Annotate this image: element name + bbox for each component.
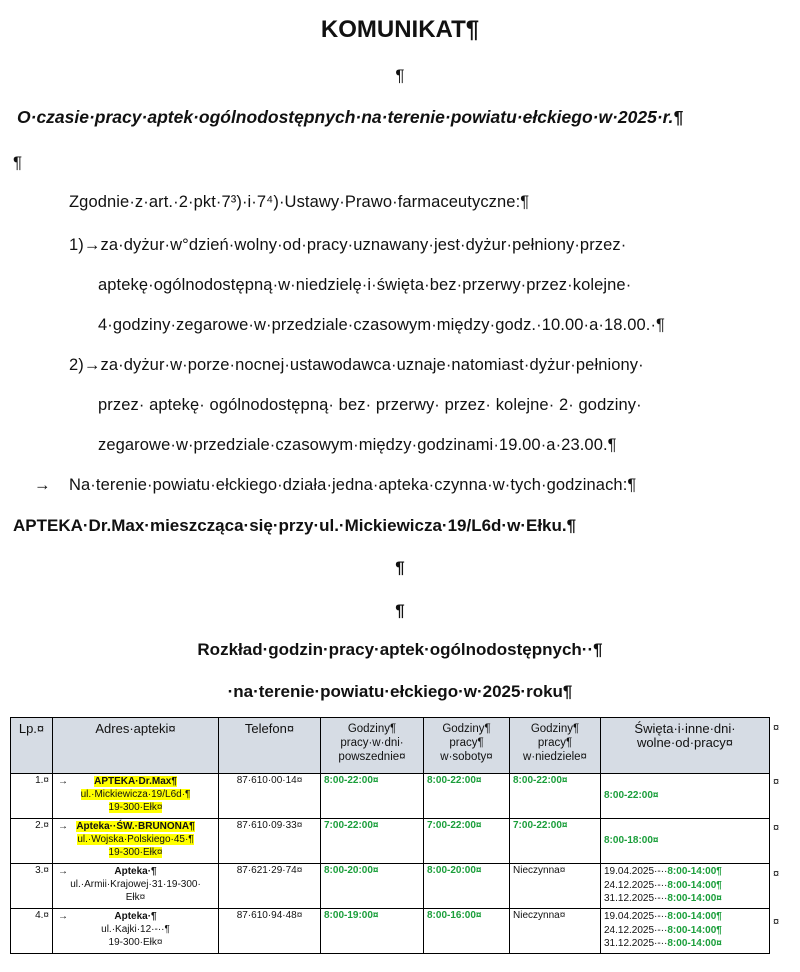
table-row bbox=[11, 819, 770, 864]
weekday-hours: 8:00-19:00¤ bbox=[321, 909, 424, 954]
end-of-row-mark: ¤ bbox=[773, 868, 780, 880]
header-lp: Lp.¤ bbox=[11, 718, 53, 774]
header-saturday: Godziny¶ pracy¶ w·soboty¤ bbox=[424, 718, 510, 774]
header-sunday: Godziny¶ pracy¶ w·niedziele¤ bbox=[510, 718, 601, 774]
sunday-hours: 7:00-22:00¤ bbox=[510, 819, 601, 864]
sunday-hours: Nieczynna¤ bbox=[510, 864, 601, 909]
pharmacy-schedule-table bbox=[10, 717, 770, 954]
sunday-hours: 8:00-22:00¤ bbox=[510, 774, 601, 819]
arrow-icon: → bbox=[34, 476, 51, 494]
pharmacy-address: → Apteka·¶ ul.·Armii·Krajowej·31·19-300· Ełk¤ bbox=[53, 864, 219, 909]
pharmacy-address: → Apteka·¶ ul.·Kajki·12·-··¶ 19-300·Ełk¤ bbox=[53, 909, 219, 954]
header-phone: Telefon¤ bbox=[219, 718, 321, 774]
pharmacy-phone: 87·610·94·48¤ bbox=[219, 909, 321, 954]
row-number: 1.¤ bbox=[11, 774, 53, 819]
table-row bbox=[11, 864, 770, 909]
empty-paragraph-mark: ¶ bbox=[395, 601, 405, 620]
header-weekdays: Godziny¶ pracy·w·dni· powszednie¤ bbox=[321, 718, 424, 774]
weekday-hours: 8:00-20:00¤ bbox=[321, 864, 424, 909]
pharmacy-address: → APTEKA·Dr.Max¶ ul.·Mickiewicza·19/L6d·¶ 19-300·Ełk¤ bbox=[53, 774, 219, 819]
holiday-hours: 8:00-22:00¤ bbox=[601, 774, 770, 819]
saturday-hours: 8:00-20:00¤ bbox=[424, 864, 510, 909]
saturday-hours: 7:00-22:00¤ bbox=[424, 819, 510, 864]
table-row bbox=[11, 909, 770, 954]
list-item-2-line-2: przez· aptekę· ogólnodostępną· bez· przerwy· przez· kolejne· 2· godziny· bbox=[98, 396, 642, 414]
row-number: 2.¤ bbox=[11, 819, 53, 864]
arrow-icon: → bbox=[58, 821, 68, 832]
empty-paragraph-mark: ¶ bbox=[395, 558, 405, 577]
holiday-hours: 8:00-18:00¤ bbox=[601, 819, 770, 864]
list-item-1-line-2: aptekę·ogólnodostępną·w·niedzielę·i·święta·bez·przerwy·przez·kolejne· bbox=[98, 276, 632, 294]
list-item-3 bbox=[34, 476, 636, 495]
list-item-1-line-3: 4·godziny·zegarowe·w·przedziale·czasowym·między·godz.·10.00·a·18.00.·¶ bbox=[98, 316, 666, 334]
weekday-hours: 7:00-22:00¤ bbox=[321, 819, 424, 864]
empty-paragraph-mark: ¶ bbox=[13, 153, 23, 172]
header-holidays: Święta·i·inne·dni· wolne·od·pracy¤ bbox=[601, 718, 770, 774]
intro-paragraph: Zgodnie·z·art.·2·pkt·7³)·i·7⁴)·Ustawy·Prawo·farmaceutyczne:¶ bbox=[69, 193, 530, 211]
pharmacy-phone: 87·610·09·33¤ bbox=[219, 819, 321, 864]
arrow-icon: → bbox=[58, 866, 68, 877]
end-of-row-mark: ¤ bbox=[773, 916, 780, 928]
saturday-hours: 8:00-16:00¤ bbox=[424, 909, 510, 954]
sunday-hours: Nieczynna¤ bbox=[510, 909, 601, 954]
list-item-1-line-1: 1)→za·dyżur·w°dzień·wolny·od·pracy·uznawany·jest·dyżur·pełniony·przez· bbox=[69, 236, 627, 254]
pharmacy-phone: 87·610·00·14¤ bbox=[219, 774, 321, 819]
schedule-title-line-2: ·na·terenie·powiatu·ełckiego·w·2025·roku¶ bbox=[227, 682, 573, 701]
pharmacy-statement: APTEKA·Dr.Max·mieszcząca·się·przy·ul.·Mickiewicza·19/L6d·w·Ełku.¶ bbox=[13, 516, 577, 535]
table-row bbox=[11, 774, 770, 819]
header-address: Adres·apteki¤ bbox=[53, 718, 219, 774]
schedule-title-line-1: Rozkład·godzin·pracy·aptek·ogólnodostępnych··¶ bbox=[197, 640, 603, 659]
document-subtitle: O·czasie·pracy·aptek·ogólnodostępnych·na·terenie·powiatu·ełckiego·w·2025·r.¶ bbox=[17, 107, 684, 127]
table-header-row bbox=[11, 718, 770, 774]
pharmacy-phone: 87·621·29·74¤ bbox=[219, 864, 321, 909]
list-item-3-text: Na·terenie·powiatu·ełckiego·działa·jedna·apteka·czynna·w·tych·godzinach:¶ bbox=[69, 476, 637, 494]
end-of-row-mark: ¤ bbox=[773, 722, 780, 734]
row-number: 3.¤ bbox=[11, 864, 53, 909]
arrow-icon: → bbox=[58, 911, 68, 922]
weekday-hours: 8:00-22:00¤ bbox=[321, 774, 424, 819]
row-number: 4.¤ bbox=[11, 909, 53, 954]
pharmacy-address: → Apteka··ŚW.·BRUNONA¶ ul.·Wojska·Polskiego·45·¶ 19-300·Ełk¤ bbox=[53, 819, 219, 864]
end-of-row-mark: ¤ bbox=[773, 776, 780, 788]
document-title: KOMUNIKAT¶ bbox=[320, 16, 480, 43]
holiday-hours: 19.04.2025·-··8:00-14:00¶ 24.12.2025·-··8:00-14:00¶ 31.12.2025·-··8:00-14:00¤ bbox=[601, 864, 770, 909]
saturday-hours: 8:00-22:00¤ bbox=[424, 774, 510, 819]
list-item-2-line-3: zegarowe·w·przedziale·czasowym·między·godzinami·19.00·a·23.00.¶ bbox=[98, 436, 617, 454]
holiday-hours: 19.04.2025·-··8:00-14:00¶ 24.12.2025·-··8:00-14:00¶ 31.12.2025·-··8:00-14:00¤ bbox=[601, 909, 770, 954]
end-of-row-mark: ¤ bbox=[773, 822, 780, 834]
list-item-2-line-1: 2)→za·dyżur·w·porze·nocnej·ustawodawca·uznaje·natomiast·dyżur·pełniony· bbox=[69, 356, 644, 374]
empty-paragraph-mark: ¶ bbox=[395, 66, 405, 85]
arrow-icon: → bbox=[58, 776, 68, 787]
